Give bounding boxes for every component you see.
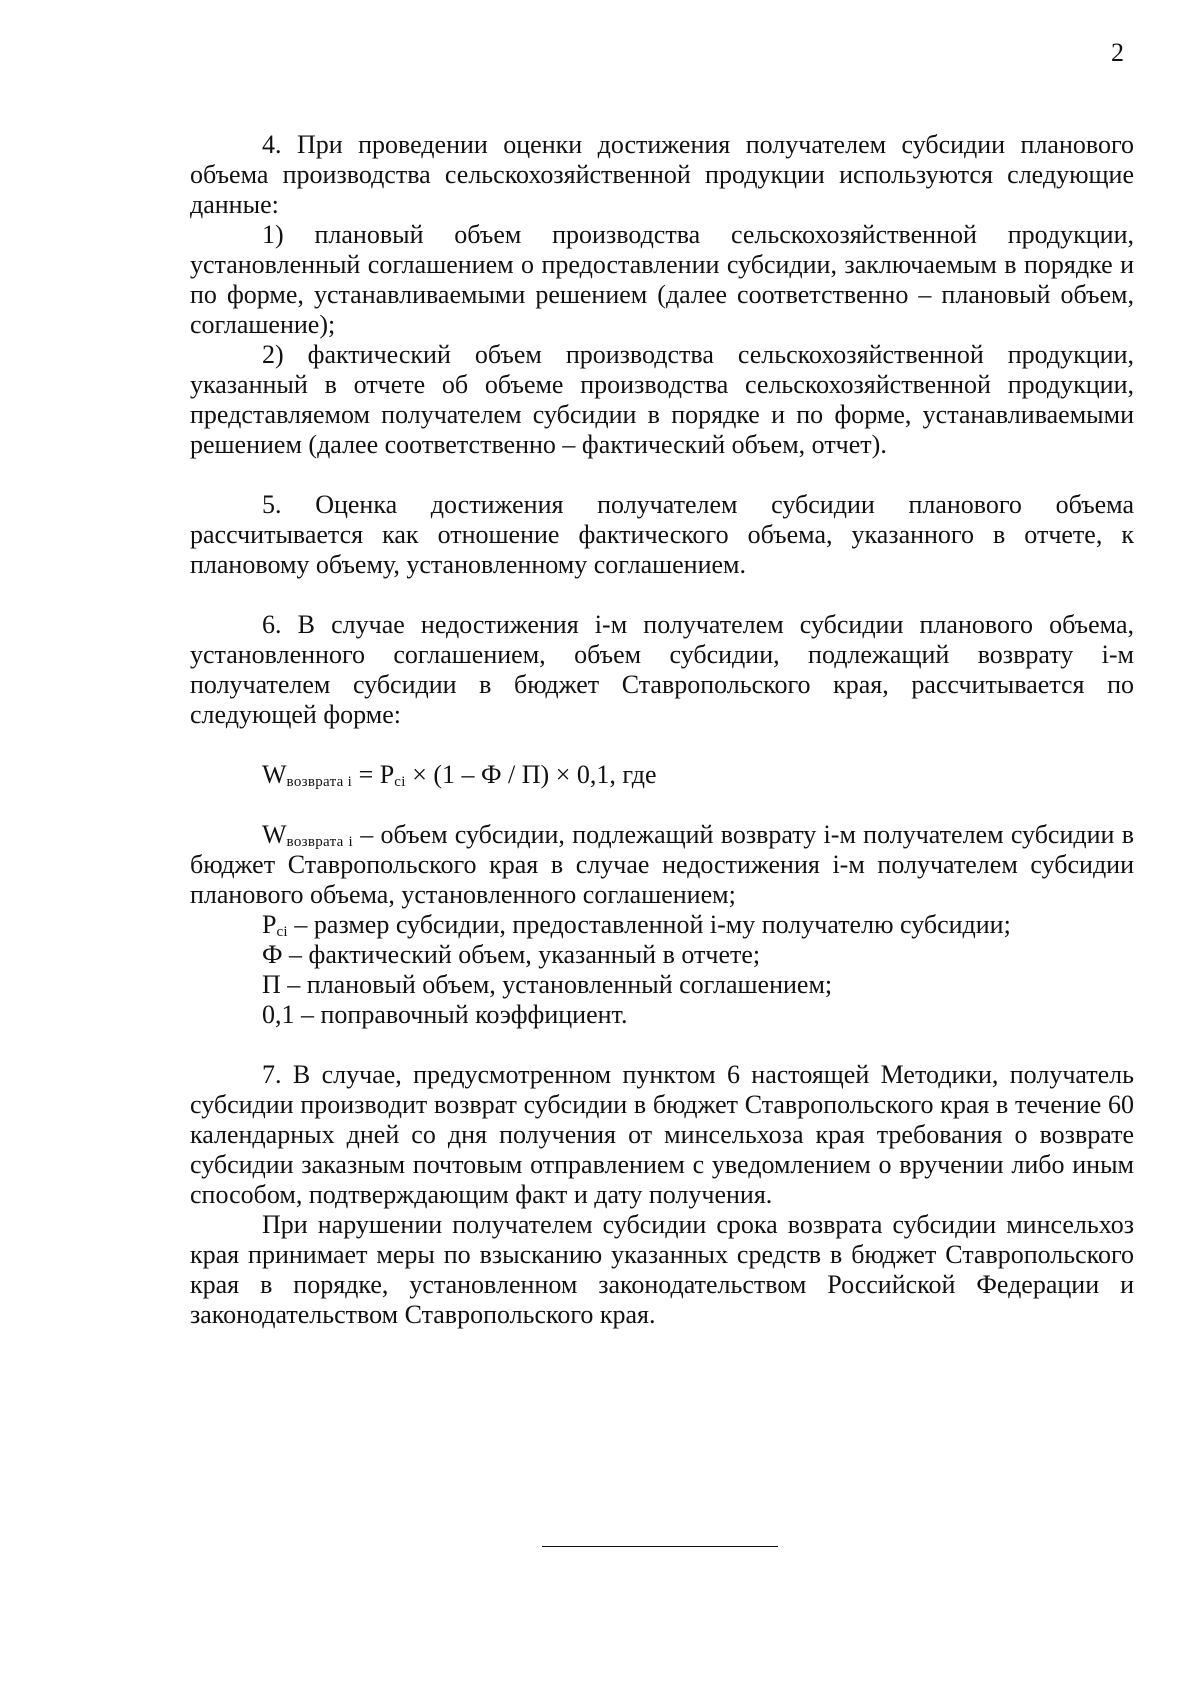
item-4-subitem-2: 2) фактический объем производства сельскохозяйственной продукции, указанный в отчете об объеме производства сельскохозяйственной продукции, представляемом получателем субсидии в порядке и по форме, устанавливаемыми решением (далее соответственно – фактический объем, отчет). [190,340,1134,459]
legend-k: 0,1 – поправочный коэффициент. [262,1000,628,1029]
item-4-intro: 4. При проведении оценки достижения получателем субсидии планового объема производства сельскохозяйственной продукции используются следующие данные: [190,130,1134,219]
page-number: 2 [1111,38,1124,67]
legend-f: Ф – фактический объем, указанный в отчете; [262,940,761,969]
legend-pi: П – плановый объем, установленный соглашением; [262,970,833,999]
formula-rhs-b: × (1 – Ф / П) × 0,1, где [405,760,657,789]
formula-lhs-subscript: возврата i [286,774,353,790]
refund-formula [190,760,1134,790]
item-7-violation: При нарушении получателем субсидии срока возврата субсидии минсельхоз края принимает меры по взысканию указанных средств в бюджет Ставропольского края в порядке, установленном законодательством Российской Федерации и законодательством Ставропольского края. [190,1210,1134,1329]
legend-w-symbol: W [262,820,287,849]
item-4-subitem-1: 1) плановый объем производства сельскохозяйственной продукции, установленный соглашением о предоставлении субсидии, заключаемым в порядке и по форме, устанавливаемыми решением (далее соответственно – плановый объем, соглашение); [190,220,1134,339]
legend-w-text: – объем субсидии, подлежащий возврату i-м получателем субсидии в бюджет Ставропольского края в случае недостижения i-м получателем субсидии планового объема, установленного соглашением; [190,820,1134,909]
legend-p [190,910,1134,940]
formula-rhs-a: = P [352,760,395,789]
item-5: 5. Оценка достижения получателем субсидии планового объема рассчитывается как отношение фактического объема, указанного в отчете, к плановому объему, установленному соглашением. [190,490,1134,579]
formula-lhs: W [262,760,287,789]
legend-w-subscript: возврата i [286,834,353,850]
formula-rhs-subscript: ci [394,774,406,790]
item-7-text: 7. В случае, предусмотренном пунктом 6 настоящей Методики, получатель субсидии производит возврат субсидии в бюджет Ставропольского края в течение 60 календарных дней со дня получения от минсельхоза края требования о возврате субсидии заказным почтовым отправлением с уведомлением о вручении либо иным способом, подтверждающим факт и дату получения. [190,1060,1134,1209]
legend-w [190,820,1134,910]
item-6-text: 6. В случае недостижения i-м получателем субсидии планового объема, установленного соглашением, объем субсидии, подлежащий возврату i-м получателем субсидии в бюджет Ставропольского края, рассчитывается по следующей форме: [190,610,1134,729]
legend-p-symbol: P [262,910,277,939]
document-page [190,0,1134,1695]
end-divider [542,1546,778,1547]
legend-p-subscript: ci [276,924,288,940]
document-body [190,130,1134,1330]
legend-p-text: – размер субсидии, предоставленной i-му получателю субсидии; [287,910,1011,939]
